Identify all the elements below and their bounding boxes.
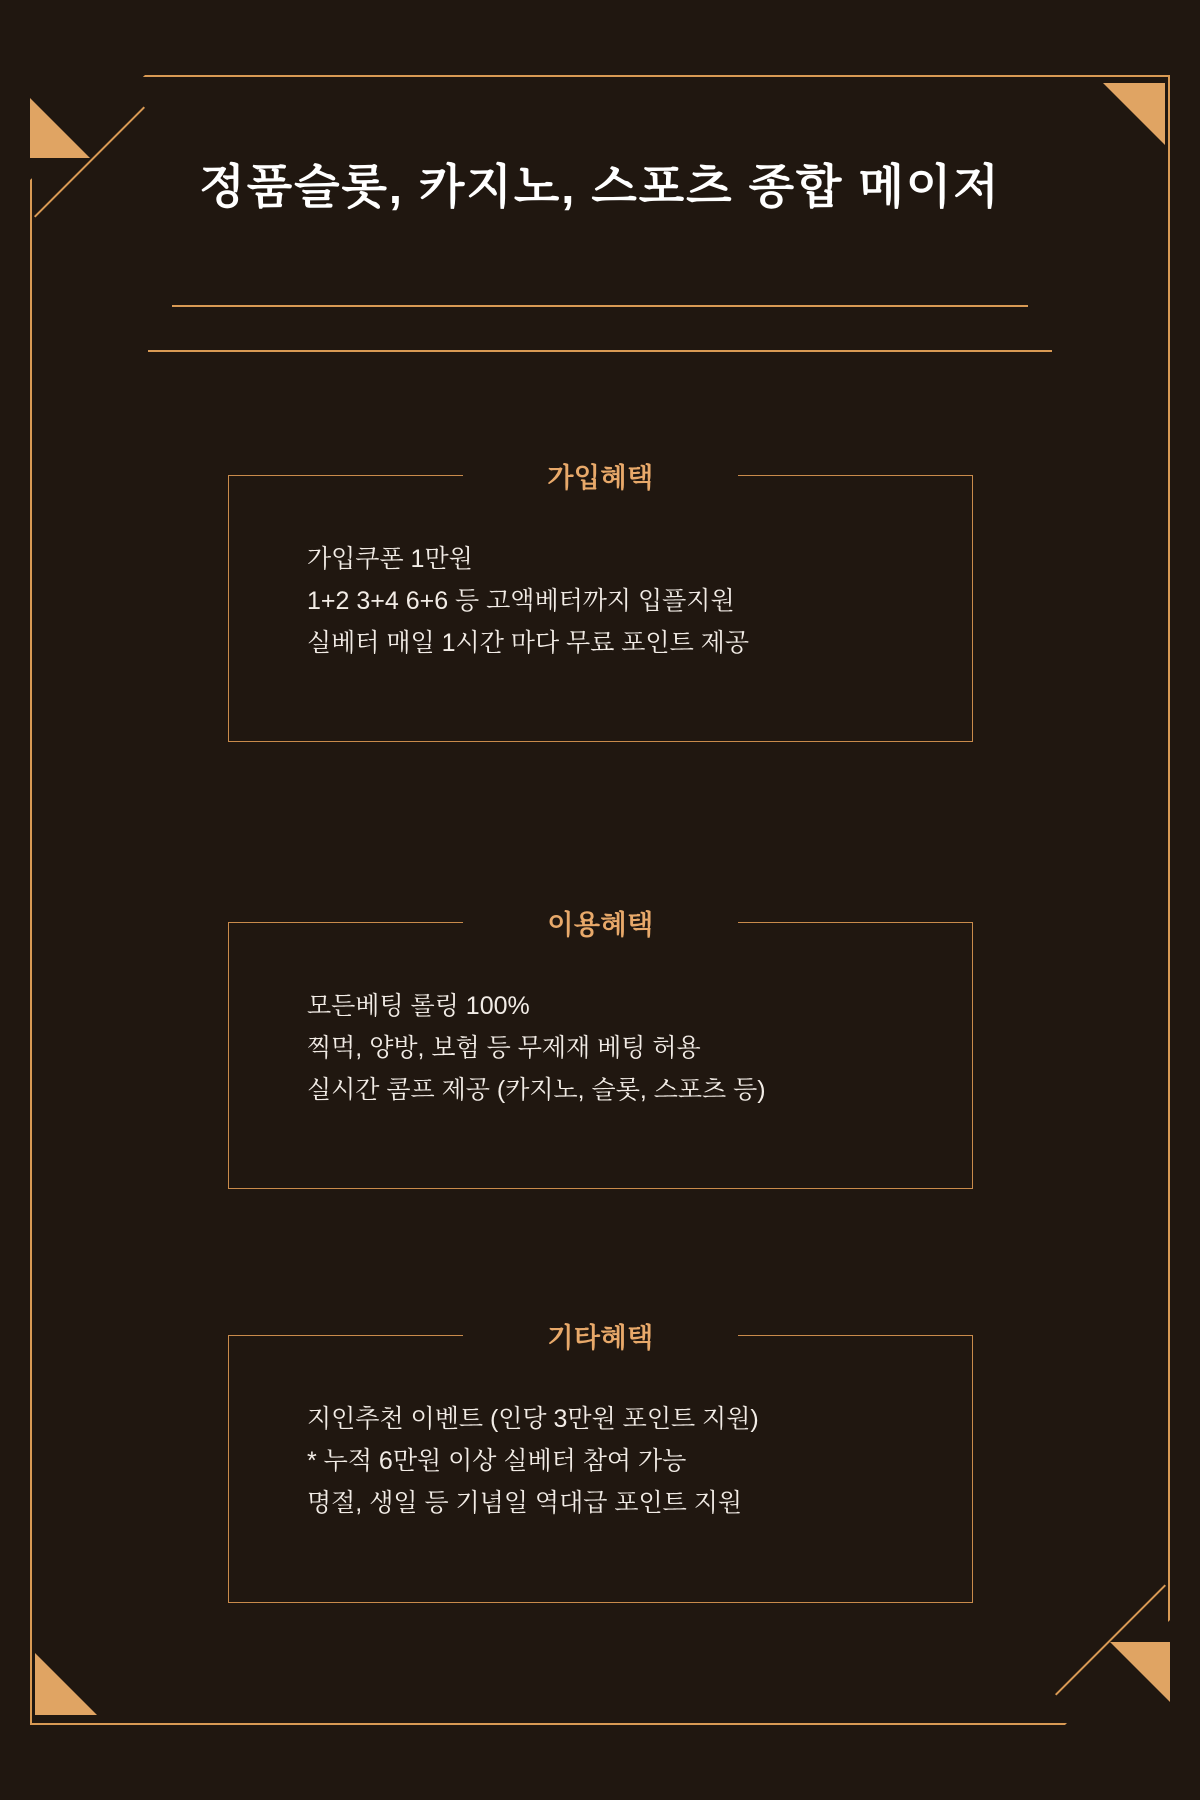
corner-ornament-top-left bbox=[30, 98, 90, 158]
benefit-section-other bbox=[228, 1318, 973, 1603]
benefit-section-usage bbox=[228, 905, 973, 1189]
section-body bbox=[228, 1352, 973, 1603]
divider-line-bottom bbox=[148, 350, 1052, 352]
corner-ornament-top-right bbox=[1103, 83, 1165, 145]
section-title: 기타혜택 bbox=[547, 1323, 654, 1353]
benefit-line: 실베터 매일 1시간 마다 무료 포인트 제공 bbox=[307, 629, 749, 657]
section-title: 이용혜택 bbox=[547, 910, 654, 940]
corner-ornament-bottom-right bbox=[1110, 1642, 1170, 1702]
benefit-line: * 누적 6만원 이상 실베터 참여 가능 bbox=[307, 1447, 687, 1475]
benefit-line: 가입쿠폰 1만원 bbox=[307, 545, 473, 573]
benefit-line: 1+2 3+4 6+6 등 고액베터까지 입플지원 bbox=[307, 587, 735, 615]
benefit-section-signup bbox=[228, 458, 973, 742]
section-title: 가입혜택 bbox=[547, 463, 654, 493]
benefit-line: 실시간 콤프 제공 (카지노, 슬롯, 스포츠 등) bbox=[307, 1076, 766, 1104]
section-body bbox=[228, 492, 973, 742]
benefit-line: 찍먹, 양방, 보험 등 무제재 베팅 허용 bbox=[307, 1034, 701, 1062]
section-header bbox=[228, 1318, 973, 1352]
page-title: 정품슬롯, 카지노, 스포츠 종합 메이저 bbox=[199, 160, 1001, 213]
divider-line-top bbox=[172, 305, 1028, 307]
corner-ornament-bottom-left bbox=[35, 1653, 97, 1715]
section-header bbox=[228, 905, 973, 939]
section-header bbox=[228, 458, 973, 492]
benefit-line: 지인추천 이벤트 (인당 3만원 포인트 지원) bbox=[307, 1405, 759, 1433]
benefit-line: 명절, 생일 등 기념일 역대급 포인트 지원 bbox=[307, 1489, 743, 1517]
section-body bbox=[228, 939, 973, 1189]
benefit-line: 모든베팅 롤링 100% bbox=[307, 992, 530, 1020]
